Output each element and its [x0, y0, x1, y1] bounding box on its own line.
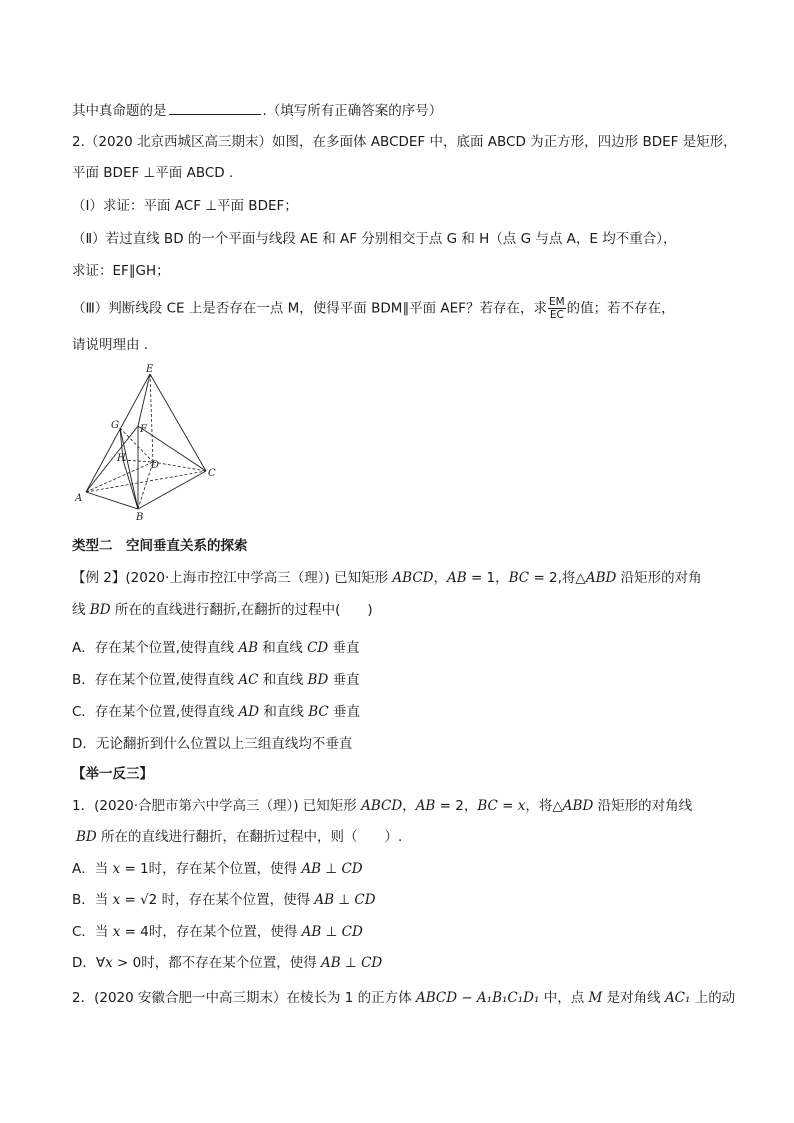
text: = √2 时，存在某个位置，使得 — [120, 892, 315, 908]
text: 的值；若不存在， — [566, 300, 675, 317]
label-g: G — [111, 420, 119, 431]
math: CD — [341, 861, 363, 877]
text: ⊥ — [340, 955, 362, 971]
example-2-line-1 — [72, 568, 702, 588]
math: AB — [301, 924, 322, 940]
math: ABD — [562, 798, 594, 814]
math: BD — [89, 602, 111, 618]
text: = 1时，存在某个位置，使得 — [120, 861, 302, 877]
option-d: D．无论翻折到什么位置以上三组直线均不垂直 — [72, 736, 353, 752]
fraction — [548, 296, 566, 321]
text: 和直线 — [258, 672, 308, 688]
example-2-line-2 — [72, 600, 373, 620]
edge-ab — [86, 492, 138, 509]
fraction-denominator: EC — [549, 309, 564, 321]
text: A．当 — [72, 861, 113, 877]
text: 线 — [72, 602, 90, 618]
problem-2-part-1: （Ⅰ）求证：平面 ACF ⊥平面 BDEF； — [72, 198, 298, 214]
label-d: D — [151, 460, 160, 471]
text: C．存在某个位置,使得直线 — [72, 704, 239, 720]
label-a: A — [75, 493, 83, 504]
math: M — [588, 990, 603, 1006]
math: AB — [314, 892, 335, 908]
math: AD — [238, 704, 260, 720]
text: 中，点 — [539, 990, 589, 1006]
text: D．∀ — [72, 955, 106, 971]
text: 上的动 — [690, 990, 736, 1006]
math: AB — [301, 861, 322, 877]
label-c: C — [208, 468, 216, 479]
text: .（填写所有正确答案的序号） — [262, 103, 443, 119]
math: ABCD − A₁B₁C₁D₁ — [415, 990, 540, 1006]
option-a — [72, 638, 360, 658]
text: ， — [402, 798, 416, 814]
edge-ec — [150, 374, 206, 471]
math: AB — [415, 798, 436, 814]
polyhedron-figure — [66, 362, 226, 524]
text: 和直线 — [259, 704, 309, 720]
label-e: E — [146, 364, 154, 375]
math: x — [112, 924, 121, 940]
text: 所在的直线进行翻折,在翻折的过程中( ) — [110, 602, 373, 618]
fraction-numerator: EM — [548, 296, 565, 308]
answer-blank — [169, 100, 261, 115]
edge-gb — [120, 428, 138, 509]
math: x — [517, 798, 526, 814]
text: （Ⅲ）判断线段 CE 上是否存在一点 M，使得平面 BDM∥平面 AEF？若存在，求 — [72, 300, 547, 317]
option-b — [72, 670, 360, 690]
text: B．存在某个位置,使得直线 — [72, 672, 239, 688]
text: ⊥ — [321, 924, 342, 940]
math: ABCD — [361, 798, 403, 814]
text: ⊥ — [321, 861, 342, 877]
math: BD — [307, 672, 329, 688]
math: x — [112, 861, 121, 877]
practice-2-line-1 — [72, 988, 735, 1008]
text: 和直线 — [258, 640, 308, 656]
practice-option-b — [72, 890, 376, 910]
text: ， — [433, 570, 447, 586]
text: 1．(2020·合肥市第六中学高三（理）) 已知矩形 — [72, 798, 362, 814]
math: BC — [477, 798, 498, 814]
edge-ad — [86, 462, 153, 492]
text: B．当 — [72, 892, 113, 908]
text: C．当 — [72, 924, 113, 940]
problem-2-part-3-cont: 请说明理由 . — [72, 337, 149, 353]
label-h: H — [117, 453, 126, 464]
math: AB — [446, 570, 467, 586]
practice-1-line-2 — [76, 827, 402, 847]
option-c — [72, 702, 360, 722]
practice-option-a — [72, 859, 363, 879]
text: 所在的直线进行翻折，在翻折过程中，则（ ）. — [96, 829, 403, 845]
text: 垂直 — [328, 672, 360, 688]
problem-2-part-2-cont: 求证：EF∥GH； — [72, 263, 170, 279]
math: BC — [508, 570, 530, 586]
problem-2-line-1: 2.（2020 北京西城区高三期末）如图，在多面体 ABCDEF 中，底面 ABCD 为正方形，四边形 BDEF 是矩形， — [72, 134, 737, 150]
text: = 2， — [435, 798, 478, 814]
math: x — [112, 892, 121, 908]
text: 沿矩形的对角线 — [593, 798, 693, 814]
math: CD — [361, 955, 383, 971]
label-b: B — [136, 512, 144, 523]
label-f: F — [140, 424, 147, 435]
math: AB — [321, 955, 341, 971]
answer-line — [72, 100, 442, 121]
practice-1-line-1 — [72, 796, 692, 816]
problem-2-part-2: （Ⅱ）若过直线 BD 的一个平面与线段 AE 和 AF 分别相交于点 G 和 H（点 G 与点 A，E 均不重合）， — [72, 231, 677, 247]
math: BC — [308, 704, 329, 720]
text: A．存在某个位置,使得直线 — [72, 640, 239, 656]
practice-heading: 【举一反三】 — [72, 766, 153, 782]
text: 是对角线 — [602, 990, 665, 1006]
math: CD — [354, 892, 376, 908]
math: CD — [307, 640, 329, 656]
math: ABD — [585, 570, 617, 586]
text: 【例 2】(2020·上海市控江中学高三（理）) 已知矩形 — [72, 570, 393, 586]
practice-option-d — [72, 953, 382, 973]
math: CD — [341, 924, 363, 940]
text: 沿矩形的对角 — [616, 570, 702, 586]
text: 垂直 — [328, 640, 360, 656]
problem-2-part-3 — [72, 296, 675, 321]
math: AC₁ — [664, 990, 691, 1006]
text: 其中真命题的是 — [72, 103, 167, 119]
text: 2．(2020 安徽合肥一中高三期末）在棱长为 1 的正方体 — [72, 990, 416, 1006]
edge-ef — [138, 374, 150, 426]
math: x — [105, 955, 113, 971]
edge-fc — [138, 426, 206, 471]
problem-2-line-2: 平面 BDEF ⊥平面 ABCD . — [72, 165, 234, 181]
text: ,将△ — [557, 570, 586, 586]
math: ABCD — [392, 570, 434, 586]
text: = — [497, 798, 518, 814]
text: = 2 — [529, 570, 558, 586]
text: = 4时，存在某个位置，使得 — [120, 924, 302, 940]
edge-dc — [153, 462, 206, 471]
text: = 1， — [466, 570, 509, 586]
text: > 0时，都不存在某个位置，使得 — [112, 955, 322, 971]
math: AB — [238, 640, 258, 656]
math: BD — [76, 829, 97, 845]
section-heading: 类型二 空间垂直关系的探索 — [72, 538, 248, 554]
text: ⊥ — [334, 892, 355, 908]
practice-option-c — [72, 922, 363, 942]
text: ，将△ — [525, 798, 563, 814]
edge-ed — [150, 374, 153, 462]
text: 垂直 — [328, 704, 360, 720]
math: AC — [238, 672, 259, 688]
